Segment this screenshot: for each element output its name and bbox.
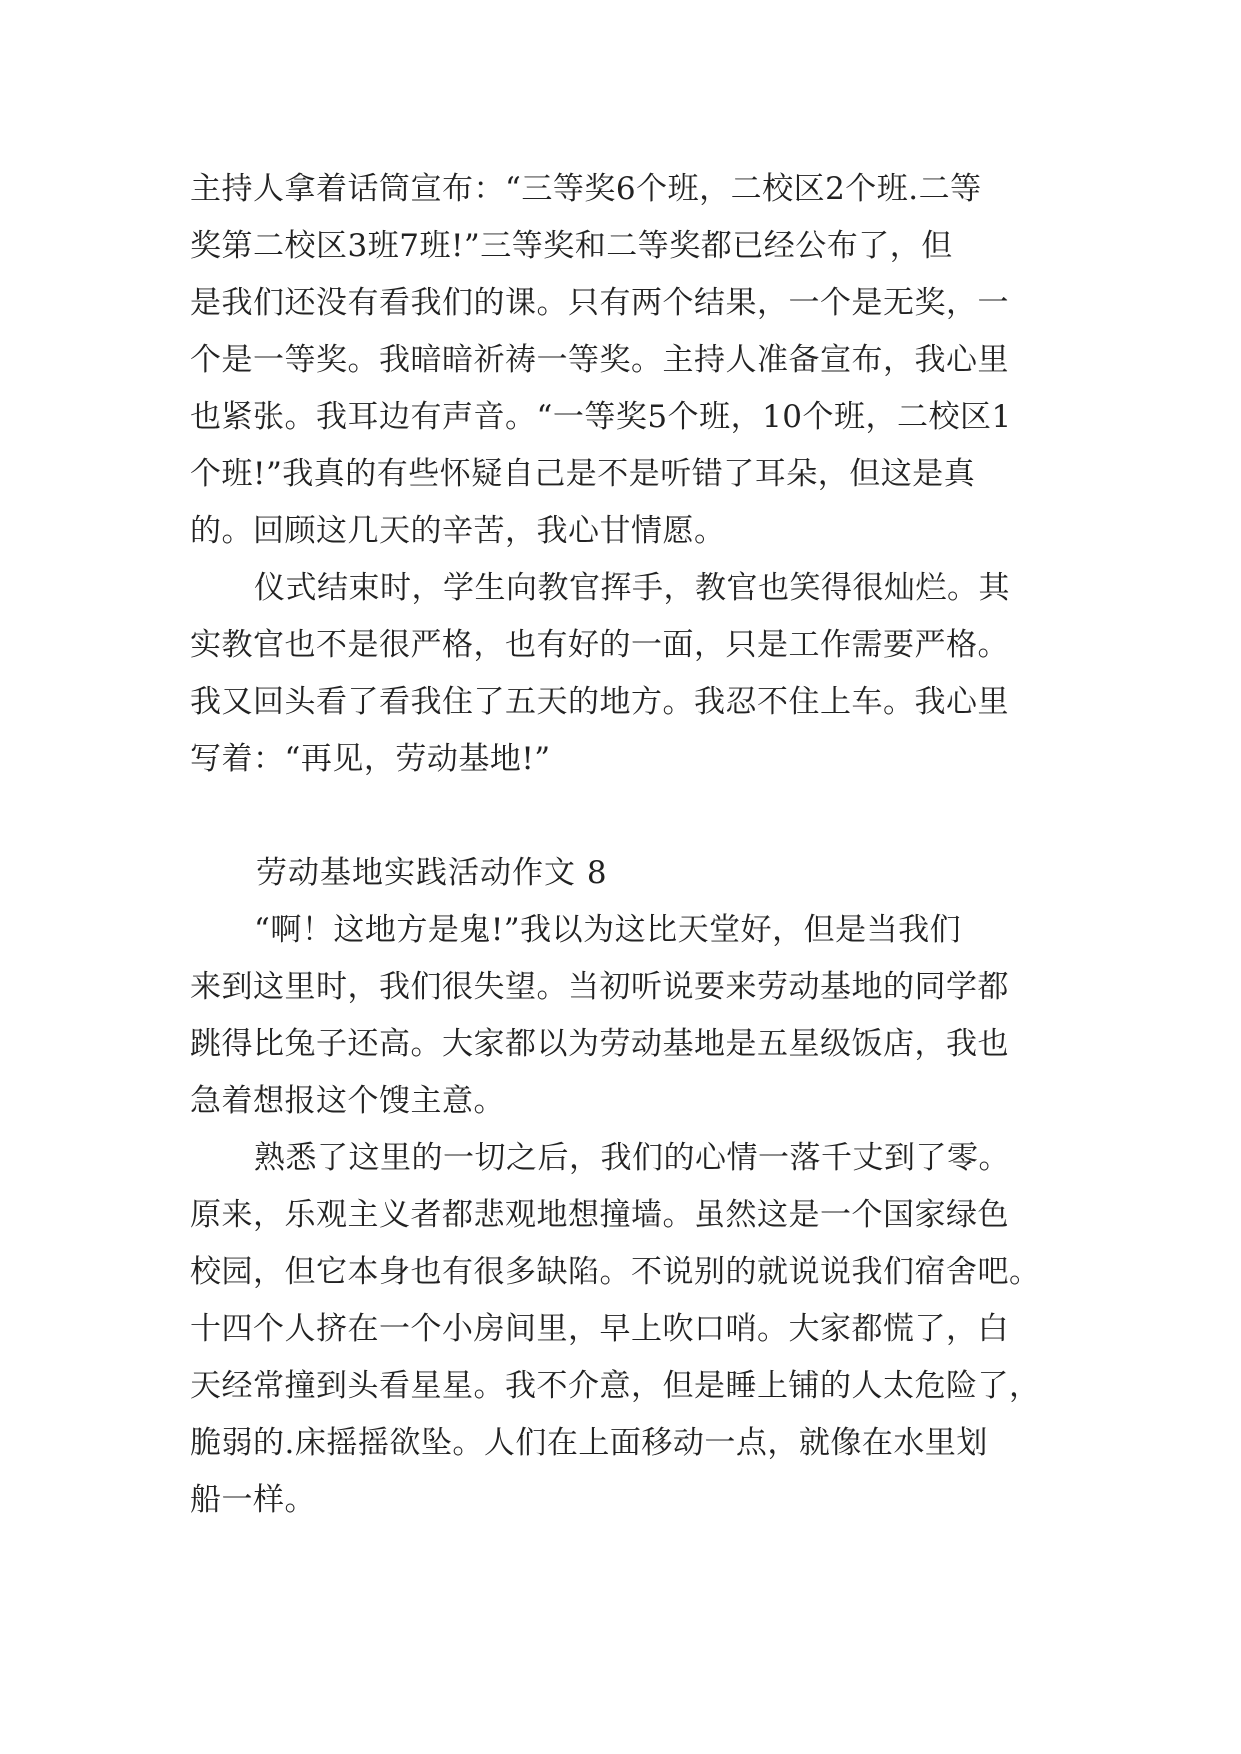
paragraph-line: 校园，但它本身也有很多缺陷。不说别的就说说我们宿舍吧。	[190, 1254, 1041, 1290]
paragraph-line: 我又回头看了看我住了五天的地方。我忍不住上车。我心里	[190, 684, 1009, 720]
paragraph-line: 仪式结束时，学生向教官挥手，教官也笑得很灿烂。其	[254, 570, 1010, 606]
paragraph-line: 实教官也不是很严格，也有好的一面，只是工作需要严格。	[190, 627, 1009, 663]
section-heading: 劳动基地实践活动作文 8	[256, 855, 608, 891]
paragraph-line: 也紧张。我耳边有声音。“一等奖5个班，10个班，二校区1	[190, 399, 1012, 435]
paragraph-line: 急着想报这个馊主意。	[190, 1083, 505, 1119]
paragraph-line: 跳得比兔子还高。大家都以为劳动基地是五星级饭店，我也	[190, 1026, 1009, 1062]
paragraph-line: 原来，乐观主义者都悲观地想撞墙。虽然这是一个国家绿色	[190, 1197, 1009, 1233]
paragraph-line: 主持人拿着话筒宣布：“三等奖6个班，二校区2个班.二等	[190, 171, 982, 207]
paragraph-line: 个班!”我真的有些怀疑自己是不是听错了耳朵，但这是真	[190, 456, 976, 492]
paragraph-line: 船一样。	[190, 1482, 316, 1518]
paragraph-line: 脆弱的.床摇摇欲坠。人们在上面移动一点，就像在水里划	[190, 1425, 988, 1461]
paragraph-line: 十四个人挤在一个小房间里，早上吹口哨。大家都慌了，白	[190, 1311, 1009, 1347]
paragraph-line: 个是一等奖。我暗暗祈祷一等奖。主持人准备宣布，我心里	[190, 342, 1009, 378]
paragraph-line: 来到这里时，我们很失望。当初听说要来劳动基地的同学都	[190, 969, 1009, 1005]
paragraph-line: 天经常撞到头看星星。我不介意，但是睡上铺的人太危险了，	[190, 1368, 1041, 1404]
paragraph-line: 是我们还没有看我们的课。只有两个结果，一个是无奖，一	[190, 285, 1009, 321]
paragraph-line: 熟悉了这里的一切之后，我们的心情一落千丈到了零。	[254, 1140, 1010, 1176]
paragraph-line: 奖第二校区3班7班!”三等奖和二等奖都已经公布了，但	[190, 228, 953, 264]
paragraph-line: 的。回顾这几天的辛苦，我心甘情愿。	[190, 513, 726, 549]
paragraph-line: “啊！这地方是鬼!”我以为这比天堂好，但是当我们	[254, 912, 962, 948]
paragraph-line: 写着：“再见，劳动基地!”	[190, 741, 551, 777]
